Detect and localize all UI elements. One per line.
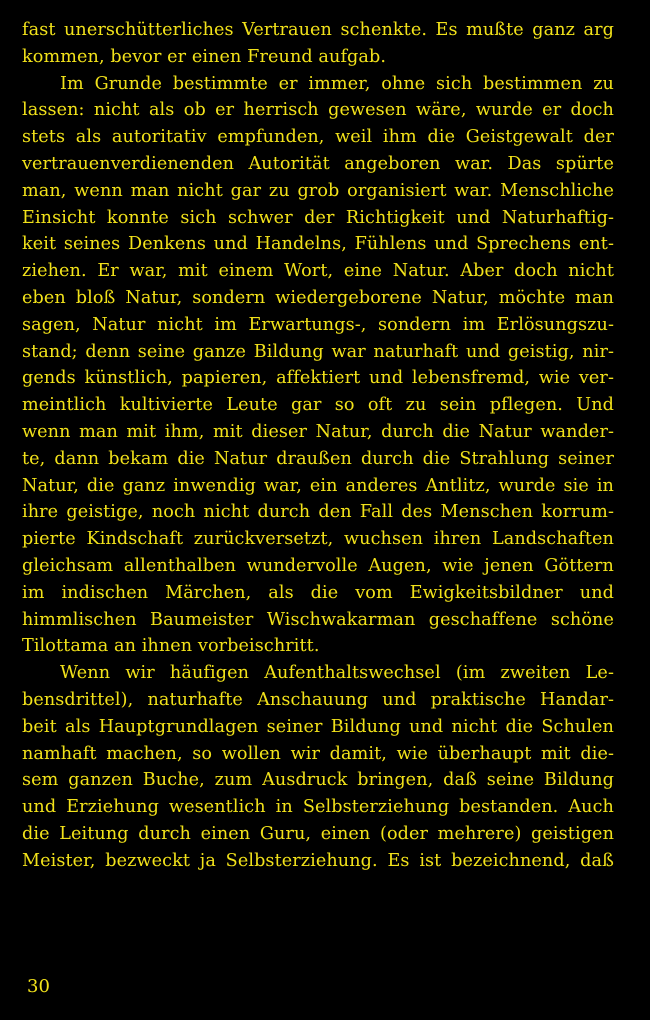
text-line: im indischen Märchen, als die vom Ewigkeitsbildner und <box>22 582 614 603</box>
text-line: stets als autoritativ empfunden, weil ihm die Geistgewalt der <box>22 127 614 148</box>
text-line: Wenn wir häufigen Aufenthaltswechsel (im zweiten Le- <box>60 663 614 684</box>
page-number: 30 <box>27 976 50 997</box>
text-line: eben bloß Natur, sondern wiedergeborene Natur, möchte man <box>22 287 614 308</box>
text-line: kommen, bevor er einen Freund aufgab. <box>22 46 387 67</box>
text-line: lassen: nicht als ob er herrisch gewesen wäre, wurde er doch <box>22 100 614 121</box>
text-column <box>22 17 614 875</box>
text-line: sagen, Natur nicht im Erwartungs-, sondern im Erlösungszu- <box>22 314 614 335</box>
text-line: ziehen. Er war, mit einem Wort, eine Natur. Aber doch nicht <box>22 261 614 282</box>
text-line: bensdrittel), naturhafte Anschauung und praktische Handar- <box>22 689 614 710</box>
text-line: wenn man mit ihm, mit dieser Natur, durch die Natur wander- <box>22 421 614 442</box>
text-line: himmlischen Baumeister Wischwakarman geschaffene schöne <box>22 609 614 630</box>
text-line: vertrauenverdienenden Autorität angeboren war. Das spürte <box>22 153 614 174</box>
text-line: gends künstlich, papieren, affektiert und lebensfremd, wie ver- <box>22 368 614 389</box>
text-line: stand; denn seine ganze Bildung war naturhaft und geistig, nir- <box>22 341 614 362</box>
text-line: Meister, bezweckt ja Selbsterziehung. Es ist bezeichnend, daß <box>22 850 614 871</box>
text-line: die Leitung durch einen Guru, einen (oder mehrere) geistigen <box>22 823 614 844</box>
text-line: Im Grunde bestimmte er immer, ohne sich bestimmen zu <box>60 73 614 94</box>
text-line: namhaft machen, so wollen wir damit, wie überhaupt mit die- <box>22 743 614 764</box>
text-line: und Erziehung wesentlich in Selbsterziehung bestanden. Auch <box>22 797 614 818</box>
text-line: fast unerschütterliches Vertrauen schenkte. Es mußte ganz arg <box>22 20 614 40</box>
text-line: Natur, die ganz inwendig war, ein anderes Antlitz, wurde sie in <box>22 475 614 496</box>
text-line: Tilottama an ihnen vorbeischritt. <box>22 636 320 657</box>
text-line: meintlich kultivierte Leute gar so oft zu sein pflegen. Und <box>22 395 614 416</box>
text-line: te, dann bekam die Natur draußen durch die Strahlung seiner <box>22 448 614 469</box>
text-line: beit als Hauptgrundlagen seiner Bildung und nicht die Schulen <box>22 716 614 737</box>
text-line: ihre geistige, noch nicht durch den Fall des Menschen korrum- <box>22 502 614 523</box>
text-line: sem ganzen Buche, zum Ausdruck bringen, daß seine Bildung <box>22 770 614 791</box>
text-line: gleichsam allenthalben wundervolle Augen, wie jenen Göttern <box>22 555 614 576</box>
text-line: man, wenn man nicht gar zu grob organisiert war. Menschliche <box>22 180 614 201</box>
text-line: Einsicht konnte sich schwer der Richtigkeit und Naturhaftig- <box>22 207 614 228</box>
text-line: pierte Kindschaft zurückversetzt, wuchsen ihren Landschaften <box>22 529 614 550</box>
text-line: keit seines Denkens und Handelns, Fühlens und Sprechens ent- <box>22 234 614 255</box>
